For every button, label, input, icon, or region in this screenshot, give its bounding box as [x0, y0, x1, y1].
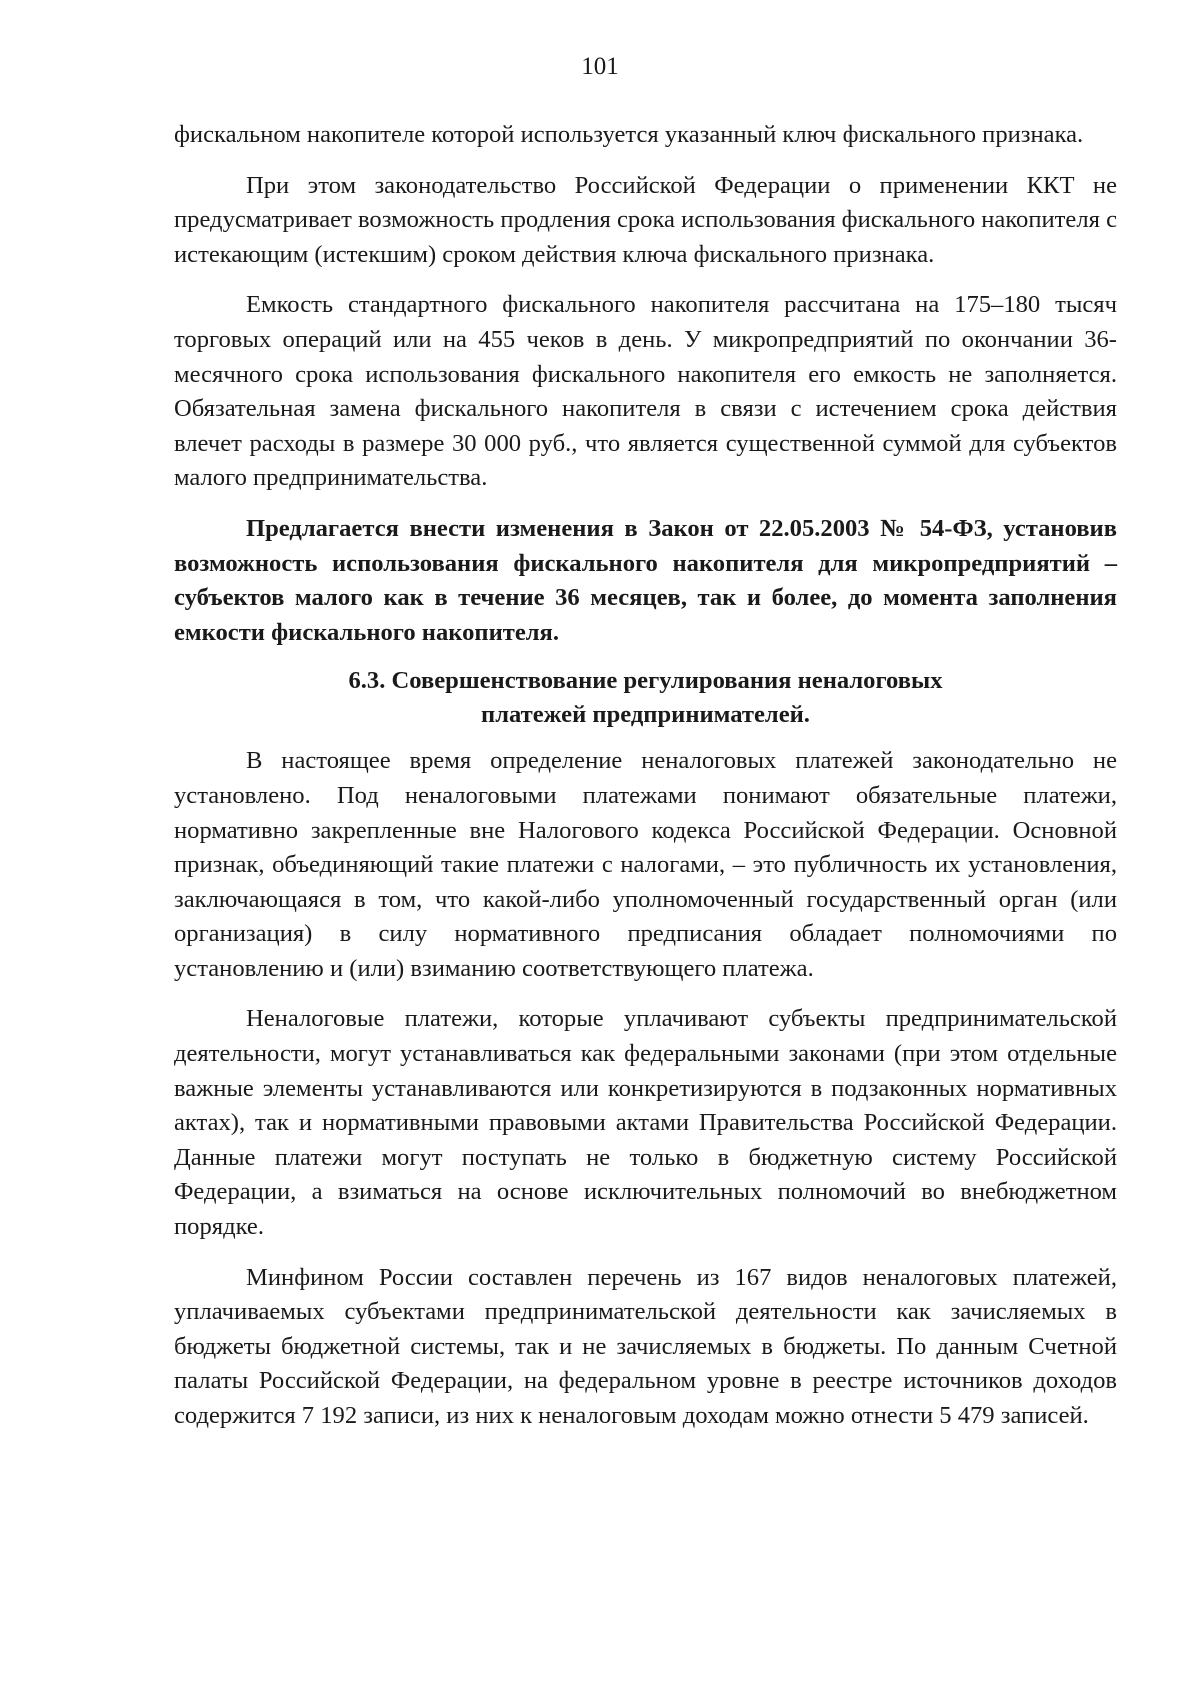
- section-heading: [174, 664, 1117, 732]
- paragraph-minfin-list: Минфином России составлен перечень из 167 видов неналоговых платежей, уплачиваемых субъектами предпринимательской деятельности как зачисляемых в бюджеты бюджетной системы, так и не зачисляемых в бюджеты. По данным Счетной палаты Российской Федерации, на федеральном уровне в реестре источников доходов содержится 7 192 записи, из них к неналоговым доходам можно отнести 5 479 записей.: [174, 1263, 1117, 1429]
- paragraph-capacity: Емкость стандартного фискального накопителя рассчитана на 175–180 тысяч торговых операций или на 455 чеков в день. У микропредприятий по окончании 36-месячного срока использования фискального накопителя его емкость не заполняется. Обязательная замена фискального накопителя в связи с истечением срока действия влечет расходы в размере 30 000 руб., что является существенной суммой для субъектов малого предпринимательства.: [174, 291, 1117, 492]
- page-body: [174, 118, 1117, 1450]
- paragraph-legislation: При этом законодательство Российской Федерации о применении ККТ не предусматривает возможность продления срока использования фискального накопителя с истекающим (истекшим) сроком действия ключа фискального признака.: [174, 171, 1117, 268]
- section-heading-line1: 6.3. Совершенствование регулирования неналоговых: [348, 667, 943, 695]
- section-heading-line2: платежей предпринимателей.: [481, 701, 810, 729]
- paragraph-definition: В настоящее время определение неналоговых платежей законодательно не установлено. Под неналоговыми платежами понимают обязательные платежи, нормативно закрепленные вне Налогового кодекса Российской Федерации. Основной признак, объединяющий такие платежи с налогами, – это публичность их установления, заключающаяся в том, что какой-либо уполномоченный государственный орган (или организация) в силу нормативного предписания обладает полномочиями по установлению и (или) взиманию соответствующего платежа.: [174, 747, 1117, 982]
- page-number: 101: [581, 53, 619, 80]
- paragraph-continuation: фискальном накопителе которой используется указанный ключ фискального признака.: [174, 121, 1084, 148]
- paragraph-nontax-payments: Неналоговые платежи, которые уплачивают субъекты предпринимательской деятельности, могут устанавливаться как федеральными законами (при этом отдельные важные элементы устанавливаются или конкретизируются в подзаконных нормативных актах), так и нормативными правовыми актами Правительства Российской Федерации. Данные платежи могут поступать не только в бюджетную систему Российской Федерации, а взиматься на основе исключительных полномочий во внебюджетном порядке.: [174, 1005, 1117, 1241]
- paragraph-proposal: Предлагается внести изменения в Закон от 22.05.2003 № 54-ФЗ, установив возможность использования фискального накопителя для микропредприятий – субъектов малого как в течение 36 месяцев, так и более, до момента заполнения емкости фискального накопителя.: [174, 514, 1117, 646]
